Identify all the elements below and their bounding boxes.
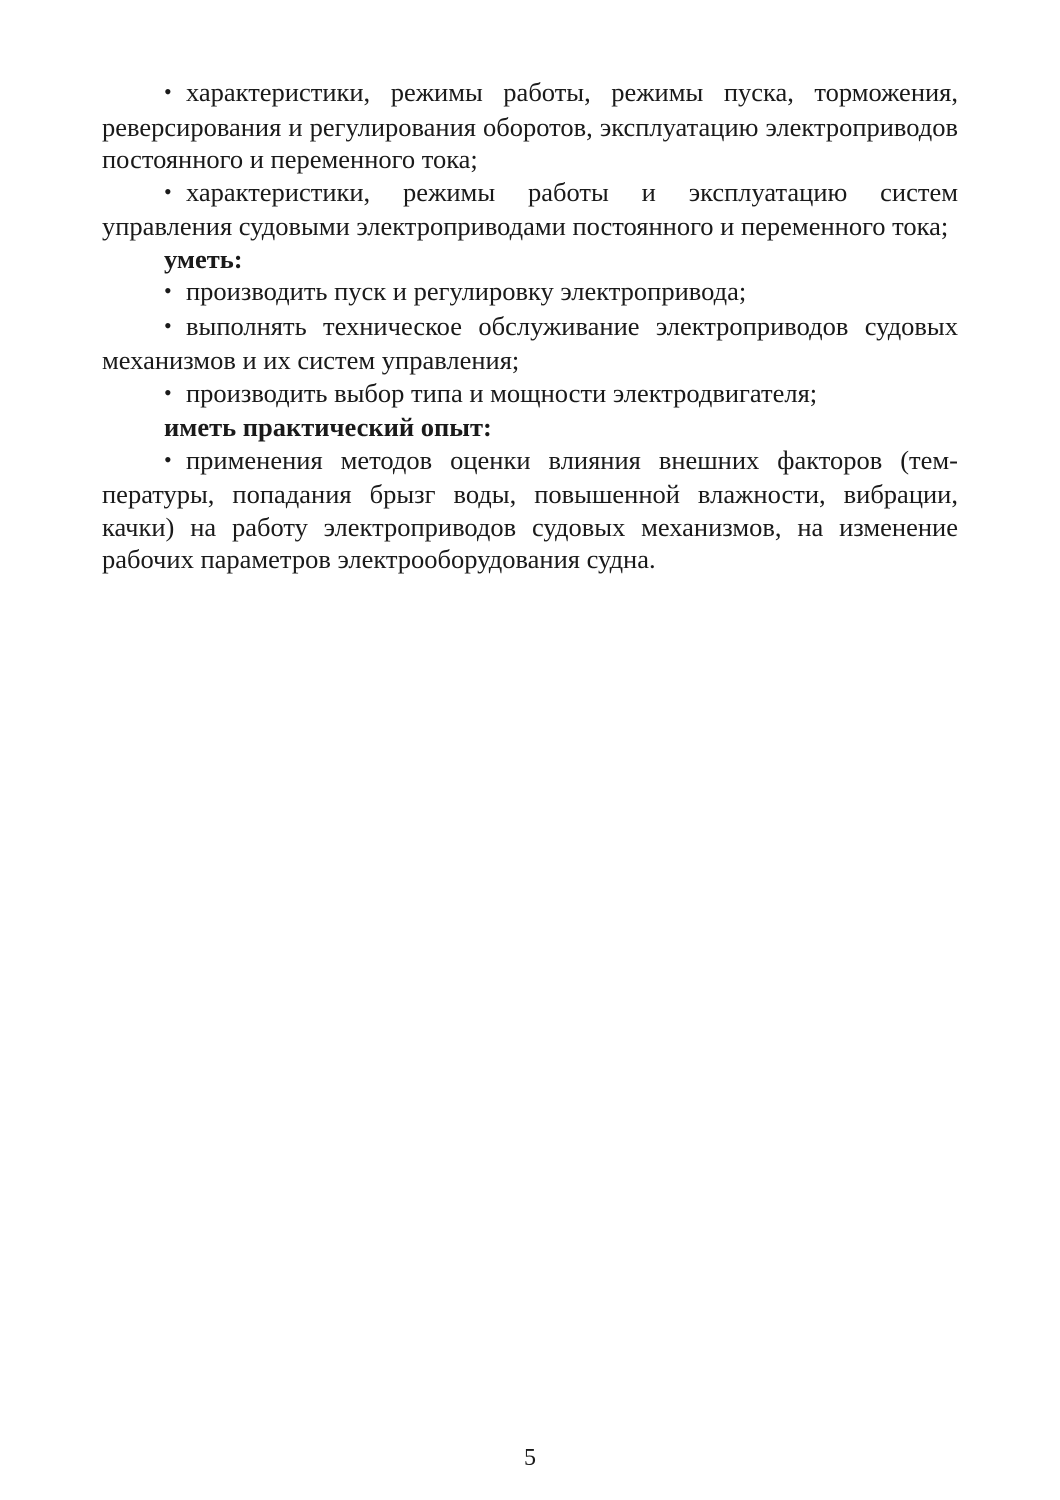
skills-item [102, 310, 958, 377]
knowledge-item-text: характеристики, режимы работы, режимы пуска, торможения, реверсирования и регулирования оборотов, эксплуатацию электроприводов постоянного и переменного тока; [102, 77, 958, 174]
bullet-icon: • [164, 79, 172, 104]
page-number: 5 [524, 1445, 536, 1471]
knowledge-item [102, 176, 958, 243]
skills-item-text: выполнять техническое обслуживание электроприводов судовых механизмов и их систем управления; [102, 310, 958, 375]
bullet-icon: • [164, 379, 172, 405]
bullet-icon: • [164, 278, 172, 303]
bullet-icon: • [164, 446, 172, 472]
bullet-icon: • [164, 312, 172, 338]
skills-item-text: производить выбор типа и мощности электродвигателя; [186, 377, 818, 408]
knowledge-item [102, 76, 958, 176]
document-body [102, 76, 958, 576]
skills-item [102, 377, 958, 412]
skills-item-text: производить пуск и регулировку электропривода; [186, 276, 747, 306]
bullet-icon: • [164, 178, 172, 204]
skills-heading: уметь: [164, 243, 243, 274]
experience-item [102, 444, 958, 576]
experience-heading: иметь практический опыт: [164, 412, 492, 442]
knowledge-item-text: характеристики, режимы работы и эксплуатацию систем управления судовыми электроприводами постоянного и переменного тока; [102, 176, 958, 241]
experience-item-text: применения методов оценки влияния внешних факторов (температуры, попадания брызг воды, повышенной влажности, вибрации, качки) на работу электроприводов судовых механизмов, на изменение рабочих параметров электрооборудования судна. [102, 444, 958, 574]
skills-item [102, 275, 958, 310]
